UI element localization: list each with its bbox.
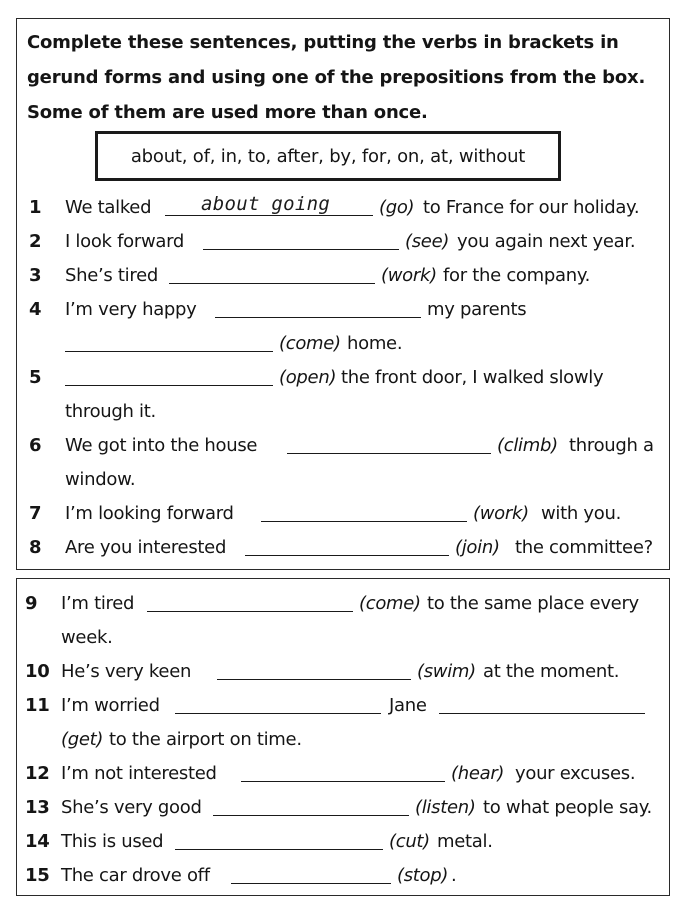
exercise-item-13 (25, 791, 665, 825)
item-text-after-2: through it. (65, 401, 156, 422)
answer-blank[interactable] (245, 555, 449, 556)
item-text-before: The car drove off (61, 865, 210, 886)
item-number: 14 (25, 831, 50, 852)
item-number: 2 (29, 231, 42, 252)
verb-hint: (listen) (415, 797, 476, 818)
verb-hint: (come) (359, 593, 421, 614)
item-text-after: the committee? (515, 537, 653, 558)
answer-blank[interactable] (231, 883, 391, 884)
item-text-after: . (451, 865, 457, 886)
preposition-box: about, of, in, to, after, by, for, on, at, without (95, 131, 561, 181)
answer-blank[interactable] (65, 385, 273, 386)
exercise-item-4 (29, 293, 665, 327)
exercise-item-10 (25, 655, 665, 689)
item-text-after: to France for our holiday. (423, 197, 640, 218)
item-text-after: to the same place every (427, 593, 639, 614)
item-text-before: I’m looking forward (65, 503, 234, 524)
answer-blank[interactable] (439, 713, 645, 714)
verb-hint: (come) (279, 333, 341, 354)
item-text-before: She’s very good (61, 797, 202, 818)
verb-hint: (cut) (389, 831, 430, 852)
filled-answer: about going (201, 193, 331, 215)
item-text-before: I’m very happy (65, 299, 197, 320)
exercise-item-9-continued (25, 621, 665, 655)
answer-blank[interactable] (203, 249, 399, 250)
item-text-after: with you. (541, 503, 622, 524)
exercise-item-8 (29, 531, 665, 565)
verb-hint: (hear) (451, 763, 505, 784)
item-number: 6 (29, 435, 42, 456)
item-text-mid: Jane (389, 695, 427, 716)
item-number: 12 (25, 763, 50, 784)
item-number: 8 (29, 537, 42, 558)
answer-blank[interactable] (215, 317, 421, 318)
item-text-after: to what people say. (483, 797, 652, 818)
exercise-panel-top (16, 18, 670, 570)
answer-blank[interactable] (217, 679, 411, 680)
exercise-item-14 (25, 825, 665, 859)
answer-blank[interactable] (65, 351, 273, 352)
exercise-item-1 (29, 191, 665, 225)
exercise-item-11 (25, 689, 665, 723)
verb-hint: (join) (455, 537, 500, 558)
item-text-after: you again next year. (457, 231, 636, 252)
answer-blank[interactable] (175, 849, 383, 850)
item-number: 7 (29, 503, 42, 524)
item-number: 13 (25, 797, 50, 818)
item-number: 10 (25, 661, 50, 682)
exercise-item-2 (29, 225, 665, 259)
verb-hint: (work) (473, 503, 529, 524)
item-text-before: He’s very keen (61, 661, 192, 682)
item-text-before: I look forward (65, 231, 185, 252)
item-text-before: We got into the house (65, 435, 258, 456)
item-text-before: I’m not interested (61, 763, 217, 784)
verb-hint: (get) (61, 729, 104, 750)
verb-hint: (stop) (397, 865, 449, 886)
verb-hint: (open) (279, 367, 337, 388)
item-text-after: through a (569, 435, 654, 456)
item-text-before: She’s tired (65, 265, 158, 286)
item-number: 15 (25, 865, 50, 886)
instructions: Complete these sentences, putting the verbs in brackets in gerund forms and using one of the prepositions from the box. Some of them are used more than once. (27, 32, 646, 123)
verb-hint: (work) (381, 265, 437, 286)
item-number: 11 (25, 695, 50, 716)
item-text-after: your excuses. (515, 763, 636, 784)
answer-blank[interactable] (169, 283, 375, 284)
item-text-before: I’m tired (61, 593, 135, 614)
item-text-before: This is used (61, 831, 164, 852)
answer-blank[interactable] (287, 453, 491, 454)
item-text-after: at the moment. (483, 661, 620, 682)
exercise-item-4-continued (29, 327, 665, 361)
item-text-after: home. (347, 333, 403, 354)
item-text-before: We talked (65, 197, 152, 218)
item-text-after: for the company. (443, 265, 591, 286)
exercise-item-6-continued (29, 463, 665, 497)
exercise-item-5 (29, 361, 665, 395)
item-number: 3 (29, 265, 42, 286)
verb-hint: (go) (379, 197, 415, 218)
answer-blank[interactable] (261, 521, 467, 522)
item-number: 1 (29, 197, 42, 218)
exercise-item-11-continued (25, 723, 665, 757)
exercise-item-7 (29, 497, 665, 531)
exercise-panel-bottom (16, 578, 670, 896)
item-text-mid: my parents (427, 299, 527, 320)
exercise-item-3 (29, 259, 665, 293)
answer-blank[interactable] (147, 611, 353, 612)
exercise-item-6 (29, 429, 665, 463)
item-text-after: to the airport on time. (109, 729, 302, 750)
item-text-after: metal. (437, 831, 493, 852)
verb-hint: (see) (405, 231, 450, 252)
exercise-item-15 (25, 859, 665, 893)
exercise-item-9 (25, 587, 665, 621)
verb-hint: (swim) (417, 661, 476, 682)
exercise-item-12 (25, 757, 665, 791)
answer-blank[interactable] (213, 815, 409, 816)
item-text-after-2: week. (61, 627, 113, 648)
item-text-after: the front door, I walked slowly (341, 367, 604, 388)
item-number: 9 (25, 593, 38, 614)
item-text-before: I’m worried (61, 695, 160, 716)
item-text-after-2: window. (65, 469, 136, 490)
item-text-before: Are you interested (65, 537, 227, 558)
exercise-item-5-continued (29, 395, 665, 429)
answer-blank[interactable] (175, 713, 381, 714)
item-number: 5 (29, 367, 42, 388)
item-number: 4 (29, 299, 42, 320)
answer-blank[interactable] (241, 781, 445, 782)
verb-hint: (climb) (497, 435, 558, 456)
